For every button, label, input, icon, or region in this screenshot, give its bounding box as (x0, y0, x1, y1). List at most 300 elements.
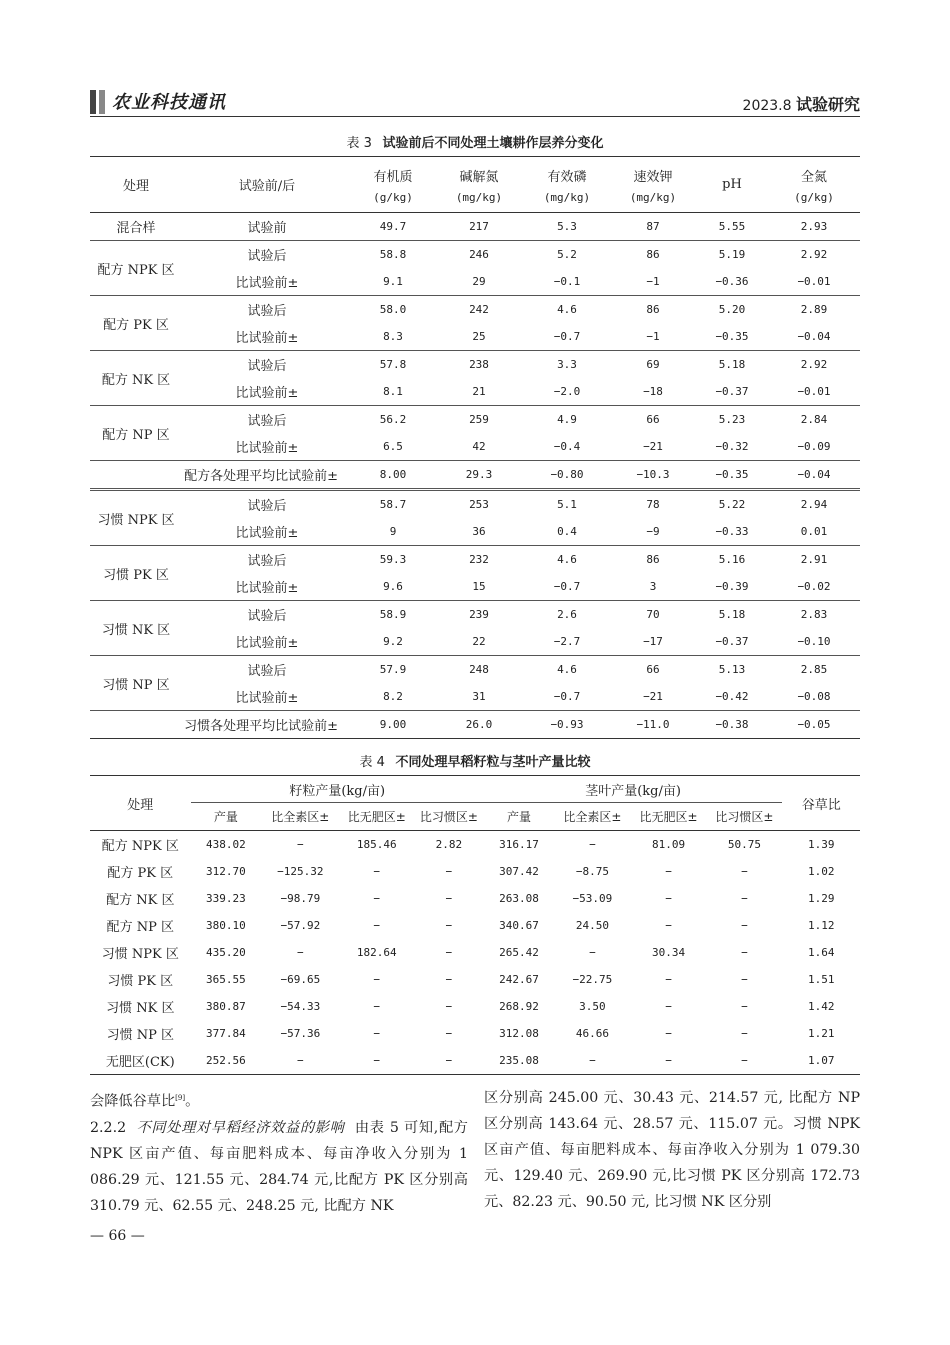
treatment-label: 习惯 NK 区 (106, 1001, 175, 1016)
table3-number: 表 3 (346, 136, 372, 151)
value-cell: 5.1 (557, 498, 577, 511)
value-cell: 58.0 (379, 303, 407, 316)
value-cell: −0.37 (696, 628, 768, 656)
value-cell: 31 (434, 683, 524, 711)
column-name: 速效钾 (633, 169, 673, 185)
table-row (90, 858, 860, 885)
value-cell: −57.92 (280, 919, 321, 932)
value-cell: 2.94 (800, 498, 828, 511)
value-cell: −54.33 (280, 1000, 321, 1013)
table-row (90, 268, 860, 296)
value-cell: −57.36 (280, 1027, 321, 1040)
group-label: 配方 NP 区 (90, 406, 182, 461)
value-cell: 339.23 (205, 892, 246, 905)
right-para-text: 区分别高 245.00 元、30.43 元、214.57 元, 比配方 NP 区分别高 143.64 元、28.57 元、115.07 元。习惯 NPK 区亩产值、每亩肥料成本、每亩净收入分别为 1 079.30 元、129.40 元、269.90 元,比习惯 PK 区分别高 172.73 元、82.23 元、90.50 元, 比习惯 NK 区分别 (484, 1090, 860, 1210)
value-cell: 2.82 (435, 838, 463, 851)
value-cell: −0.39 (696, 573, 768, 601)
value-cell: − (373, 1000, 381, 1013)
table-row (90, 1047, 860, 1075)
table-row (90, 546, 860, 574)
table-row (90, 433, 860, 461)
stage-label: 试验后 (247, 249, 287, 264)
value-cell: − (373, 1027, 381, 1040)
value-cell: 81.09 (651, 838, 686, 851)
treatment-label: 习惯 NP 区 (106, 1028, 174, 1043)
treatment-label: 配方 NP 区 (106, 920, 174, 935)
value-cell: − (373, 1054, 381, 1067)
table-row (90, 573, 860, 601)
value-cell: 1.64 (807, 946, 835, 959)
stage-label: 比试验前± (182, 628, 352, 656)
stage-label: 试验后 (247, 359, 287, 374)
value-cell: 9.00 (379, 718, 407, 731)
value-cell: −0.93 (550, 718, 584, 731)
value-cell: 1.07 (807, 1054, 835, 1067)
column-header (696, 157, 768, 213)
value-cell: 58.8 (379, 248, 407, 261)
page-header (90, 86, 860, 116)
value-cell: 380.87 (205, 1000, 246, 1013)
stage-label: 试验后 (247, 609, 287, 624)
value-cell: 377.84 (205, 1027, 246, 1040)
value-cell: − (741, 892, 748, 905)
treatment-label: 无肥区(CK) (105, 1055, 175, 1070)
ratio-header: 谷草比 (782, 776, 860, 831)
value-cell: 69 (646, 358, 660, 371)
stage-label: 试验后 (247, 554, 287, 569)
value-cell: − (373, 892, 381, 905)
value-cell: 235.08 (499, 1054, 539, 1067)
value-cell: 0.01 (768, 518, 860, 546)
value-cell: − (445, 865, 453, 878)
table4-title: 不同处理早稻籽粒与茎叶产量比较 (395, 755, 591, 770)
table4-caption (90, 751, 860, 770)
table-row (90, 831, 860, 859)
value-cell: 9 (352, 518, 434, 546)
value-cell: 2.92 (800, 248, 828, 261)
value-cell: − (445, 1054, 453, 1067)
left-first-line (90, 1085, 468, 1115)
value-cell: − (665, 919, 672, 932)
value-cell: 5.55 (696, 213, 768, 241)
header-bar (90, 90, 96, 114)
value-cell: −53.09 (572, 892, 613, 905)
table-row (90, 1020, 860, 1047)
value-cell: 1.29 (807, 892, 835, 905)
value-cell: 312.70 (205, 865, 246, 878)
value-cell: 265.42 (499, 946, 539, 959)
value-cell: − (297, 1054, 304, 1067)
table-row (90, 628, 860, 656)
value-cell: 232 (469, 553, 489, 566)
page-number: — 66 — (90, 1228, 145, 1244)
left-para-text: 由表 5 可知,配方 NPK 区亩产值、每亩肥料成本、每亩净收入分别为 1 086.29 元、121.55 元、284.74 元,比配方 PK 区分别高 310.79 元、62.55 元、248.25 元, 比配方 NK (90, 1119, 468, 1214)
section-title: 不同处理对早稻经济效益的影响 (136, 1119, 345, 1136)
value-cell: 26.0 (465, 718, 493, 731)
sub-header: 比全素区± (554, 803, 630, 831)
value-cell: 5.18 (718, 608, 746, 621)
value-cell: −2.0 (524, 378, 610, 406)
value-cell: − (741, 973, 748, 986)
value-cell: 5.13 (718, 663, 746, 676)
column-name: 有效磷 (547, 169, 587, 185)
value-cell: − (741, 1027, 748, 1040)
value-cell: − (741, 865, 748, 878)
column-header (610, 157, 696, 213)
sub-header: 比全素区± (261, 803, 339, 831)
table-row (90, 939, 860, 966)
value-cell: 5.19 (718, 248, 746, 261)
citation: [9] (175, 1094, 186, 1102)
value-cell: 22 (434, 628, 524, 656)
value-cell: 340.67 (499, 919, 539, 932)
value-cell: −0.35 (696, 461, 768, 490)
value-cell: −17 (610, 628, 696, 656)
value-cell: − (445, 919, 453, 932)
value-cell: 2.91 (800, 553, 828, 566)
column-header: 处理 (90, 776, 191, 831)
value-cell: −0.02 (768, 573, 860, 601)
value-cell: 86 (646, 248, 660, 261)
value-cell: 3 (610, 573, 696, 601)
column-name: 碱解氮 (459, 169, 499, 185)
stage-label: 试验前 (182, 213, 352, 241)
left-paragraph (90, 1115, 468, 1219)
column-name: 全氮 (800, 169, 827, 185)
value-cell: 66 (646, 413, 660, 426)
value-cell: 248 (469, 663, 489, 676)
value-cell: −0.7 (524, 323, 610, 351)
table3-caption (90, 132, 860, 151)
value-cell: − (741, 1054, 748, 1067)
average-row (90, 461, 860, 490)
column-header (434, 157, 524, 213)
value-cell: 435.20 (205, 946, 246, 959)
treatment-label: 配方 NK 区 (106, 893, 175, 908)
right-column-text (484, 1085, 860, 1215)
value-cell: −0.09 (768, 433, 860, 461)
left-column-text (90, 1085, 468, 1219)
value-cell: − (373, 919, 381, 932)
value-cell: 242 (469, 303, 489, 316)
value-cell: 238 (469, 358, 489, 371)
value-cell: 15 (434, 573, 524, 601)
value-cell: 3.3 (557, 358, 577, 371)
column-header (90, 157, 182, 213)
value-cell: 2.89 (800, 303, 828, 316)
value-cell: 438.02 (205, 838, 246, 851)
journal-logo: 农业科技通讯 (112, 92, 226, 113)
table-row (90, 966, 860, 993)
stage-label: 试验后 (247, 664, 287, 679)
treatment-label: 配方 NPK 区 (101, 839, 179, 854)
value-cell: −0.01 (768, 378, 860, 406)
value-cell: −0.4 (524, 433, 610, 461)
table-row (90, 378, 860, 406)
text-span: 会降低谷草比 (90, 1093, 176, 1110)
value-cell: −2.7 (524, 628, 610, 656)
issue: 2023.8 (742, 98, 792, 114)
value-cell: 70 (646, 608, 660, 621)
value-cell: 365.55 (205, 973, 246, 986)
value-cell: −0.37 (696, 378, 768, 406)
column-name: 有机质 (373, 169, 413, 185)
value-cell: 2.6 (557, 608, 577, 621)
sub-header: 比无肥区± (340, 803, 414, 831)
value-cell: 2.84 (800, 413, 828, 426)
value-cell: − (445, 973, 453, 986)
table4-subheader-row (90, 803, 860, 831)
value-cell: 2.83 (800, 608, 828, 621)
value-cell: 86 (646, 303, 660, 316)
text-span: 。 (185, 1093, 200, 1110)
value-cell: 1.02 (807, 865, 835, 878)
value-cell: − (445, 1027, 453, 1040)
value-cell: 380.10 (205, 919, 246, 932)
value-cell: 1.42 (807, 1000, 835, 1013)
value-cell: − (665, 892, 672, 905)
stage-label: 试验后 (247, 414, 287, 429)
value-cell: 252.56 (205, 1054, 246, 1067)
value-cell: −69.65 (280, 973, 321, 986)
value-cell: 24.50 (575, 919, 609, 932)
column-header (768, 157, 860, 213)
value-cell: 5.23 (718, 413, 746, 426)
stage-label: 比试验前± (182, 268, 352, 296)
value-cell: 8.2 (352, 683, 434, 711)
value-cell: 59.3 (379, 553, 407, 566)
column-unit: (mg/kg) (455, 190, 503, 204)
value-cell: 1.12 (807, 919, 835, 932)
value-cell: − (665, 865, 672, 878)
value-cell: 30.34 (651, 946, 686, 959)
stage-label: 比试验前± (182, 518, 352, 546)
value-cell: 86 (646, 553, 660, 566)
value-cell: −0.10 (768, 628, 860, 656)
value-cell: 8.00 (352, 461, 434, 490)
value-cell: 29.3 (434, 461, 524, 490)
value-cell: 307.42 (499, 865, 539, 878)
table4-header-row (90, 776, 860, 803)
stage-label: 比试验前± (182, 683, 352, 711)
column-header (524, 157, 610, 213)
value-cell: − (741, 946, 748, 959)
value-cell: 8.1 (352, 378, 434, 406)
value-cell: 239 (469, 608, 489, 621)
value-cell: 0.4 (524, 518, 610, 546)
column-header (182, 157, 352, 213)
value-cell: 242.67 (499, 973, 539, 986)
value-cell: 4.6 (557, 303, 577, 316)
value-cell: −8.75 (575, 865, 609, 878)
group-label: 配方 NPK 区 (90, 241, 182, 296)
header-rule (90, 116, 860, 117)
value-cell: 57.8 (379, 358, 407, 371)
value-cell: −0.80 (524, 461, 610, 490)
grain-header: 籽粒产量(kg/亩) (191, 776, 484, 803)
value-cell: 9.2 (352, 628, 434, 656)
value-cell: 3.50 (579, 1000, 606, 1013)
value-cell: 5.18 (718, 358, 746, 371)
value-cell: − (741, 919, 748, 932)
value-cell: − (589, 946, 596, 959)
group-label: 习惯 NPK 区 (90, 490, 182, 546)
value-cell: −0.05 (797, 718, 831, 731)
value-cell: 50.75 (727, 838, 762, 851)
group-label: 习惯 NK 区 (90, 601, 182, 656)
value-cell: 253 (469, 498, 489, 511)
value-cell: 2.93 (768, 213, 860, 241)
column-unit: (g/kg) (373, 190, 413, 204)
table-row (90, 683, 860, 711)
value-cell: 4.6 (557, 553, 577, 566)
group-label: 配方 PK 区 (90, 296, 182, 351)
column-name: 试验前/后 (238, 179, 296, 194)
value-cell: −0.01 (768, 268, 860, 296)
value-cell: − (589, 1054, 596, 1067)
value-cell: − (665, 1054, 672, 1067)
value-cell: 56.2 (379, 413, 407, 426)
value-cell: 316.17 (499, 838, 539, 851)
column-unit: (mg/kg) (543, 190, 591, 204)
value-cell: − (373, 865, 381, 878)
value-cell: 5.20 (718, 303, 746, 316)
table-row (90, 351, 860, 379)
value-cell: 182.64 (356, 946, 397, 959)
value-cell: − (445, 1000, 453, 1013)
stage-label: 比试验前± (182, 573, 352, 601)
value-cell: 49.7 (352, 213, 434, 241)
treatment-label: 配方 PK 区 (107, 866, 174, 881)
value-cell: 57.9 (379, 663, 407, 676)
value-cell: 2.92 (800, 358, 828, 371)
stage-label: 比试验前± (182, 378, 352, 406)
value-cell: −0.33 (696, 518, 768, 546)
sub-header: 比习惯区± (706, 803, 782, 831)
value-cell: −1 (610, 268, 696, 296)
value-cell: − (373, 973, 381, 986)
column-name: 处理 (122, 179, 149, 194)
section-number: 2.2.2 (90, 1119, 127, 1136)
value-cell: −0.35 (696, 323, 768, 351)
value-cell: −10.3 (610, 461, 696, 490)
group-label: 配方 NK 区 (90, 351, 182, 406)
table4-number: 表 4 (359, 755, 385, 770)
value-cell: −0.1 (524, 268, 610, 296)
value-cell: 21 (434, 378, 524, 406)
value-cell: 58.9 (379, 608, 407, 621)
value-cell: −0.42 (696, 683, 768, 711)
table3-title: 试验前后不同处理土壤耕作层养分变化 (382, 136, 604, 151)
column-name: pH (722, 177, 742, 192)
table-row (90, 601, 860, 629)
value-cell: 312.08 (499, 1027, 539, 1040)
column-unit: (g/kg) (794, 190, 834, 204)
value-cell: 9.6 (352, 573, 434, 601)
value-cell: −0.04 (768, 323, 860, 351)
value-cell: − (665, 1000, 672, 1013)
value-cell: 5.2 (557, 248, 577, 261)
table-row (90, 241, 860, 269)
value-cell: 42 (434, 433, 524, 461)
value-cell: −21 (610, 683, 696, 711)
section: 试验研究 (795, 95, 860, 114)
value-cell: 185.46 (356, 838, 397, 851)
value-cell: 5.3 (524, 213, 610, 241)
value-cell: 1.51 (807, 973, 835, 986)
value-cell: − (445, 946, 453, 959)
average-label: 配方各处理平均比试验前± (90, 461, 352, 490)
table3 (90, 156, 860, 739)
treatment-label: 习惯 PK 区 (107, 974, 174, 989)
sub-header: 比习惯区± (414, 803, 484, 831)
column-header (352, 157, 434, 213)
value-cell: − (297, 946, 304, 959)
table-row (90, 993, 860, 1020)
value-cell: 2.85 (800, 663, 828, 676)
value-cell: 217 (434, 213, 524, 241)
value-cell: 263.08 (499, 892, 539, 905)
sub-header: 比无肥区± (631, 803, 707, 831)
issue-section (743, 92, 860, 115)
value-cell: 5.22 (718, 498, 746, 511)
average-row (90, 711, 860, 739)
table-row (90, 406, 860, 434)
value-cell: −98.79 (280, 892, 321, 905)
value-cell: 9.1 (352, 268, 434, 296)
value-cell: −0.38 (715, 718, 749, 731)
value-cell: 5.16 (718, 553, 746, 566)
value-cell: −11.0 (636, 718, 670, 731)
value-cell: −18 (610, 378, 696, 406)
value-cell: − (297, 838, 304, 851)
value-cell: − (665, 1027, 672, 1040)
value-cell: −0.7 (524, 573, 610, 601)
stage-label: 试验后 (247, 499, 287, 514)
value-cell: −0.08 (768, 683, 860, 711)
value-cell: 58.7 (379, 498, 407, 511)
stage-label: 比试验前± (182, 433, 352, 461)
value-cell: 1.21 (807, 1027, 835, 1040)
value-cell: −1 (610, 323, 696, 351)
table3-header-row (90, 157, 860, 213)
average-label: 习惯各处理平均比试验前± (184, 719, 338, 734)
value-cell: − (445, 892, 453, 905)
value-cell: 29 (434, 268, 524, 296)
value-cell: −0.7 (524, 683, 610, 711)
value-cell: 25 (434, 323, 524, 351)
table-row (90, 885, 860, 912)
value-cell: −0.32 (696, 433, 768, 461)
value-cell: −125.32 (277, 865, 324, 878)
value-cell: 4.9 (557, 413, 577, 426)
table-row (90, 656, 860, 684)
value-cell: 246 (469, 248, 489, 261)
value-cell: 4.6 (557, 663, 577, 676)
group-label: 习惯 PK 区 (90, 546, 182, 601)
value-cell: −22.75 (572, 973, 613, 986)
value-cell: 87 (610, 213, 696, 241)
value-cell: 66 (646, 663, 660, 676)
table4 (90, 775, 860, 1075)
table-row (90, 323, 860, 351)
table-row (90, 213, 860, 241)
group-label: 习惯 NP 区 (90, 656, 182, 711)
value-cell: 1.39 (807, 838, 835, 851)
value-cell: −0.36 (696, 268, 768, 296)
value-cell: 6.5 (352, 433, 434, 461)
value-cell: − (589, 838, 596, 851)
